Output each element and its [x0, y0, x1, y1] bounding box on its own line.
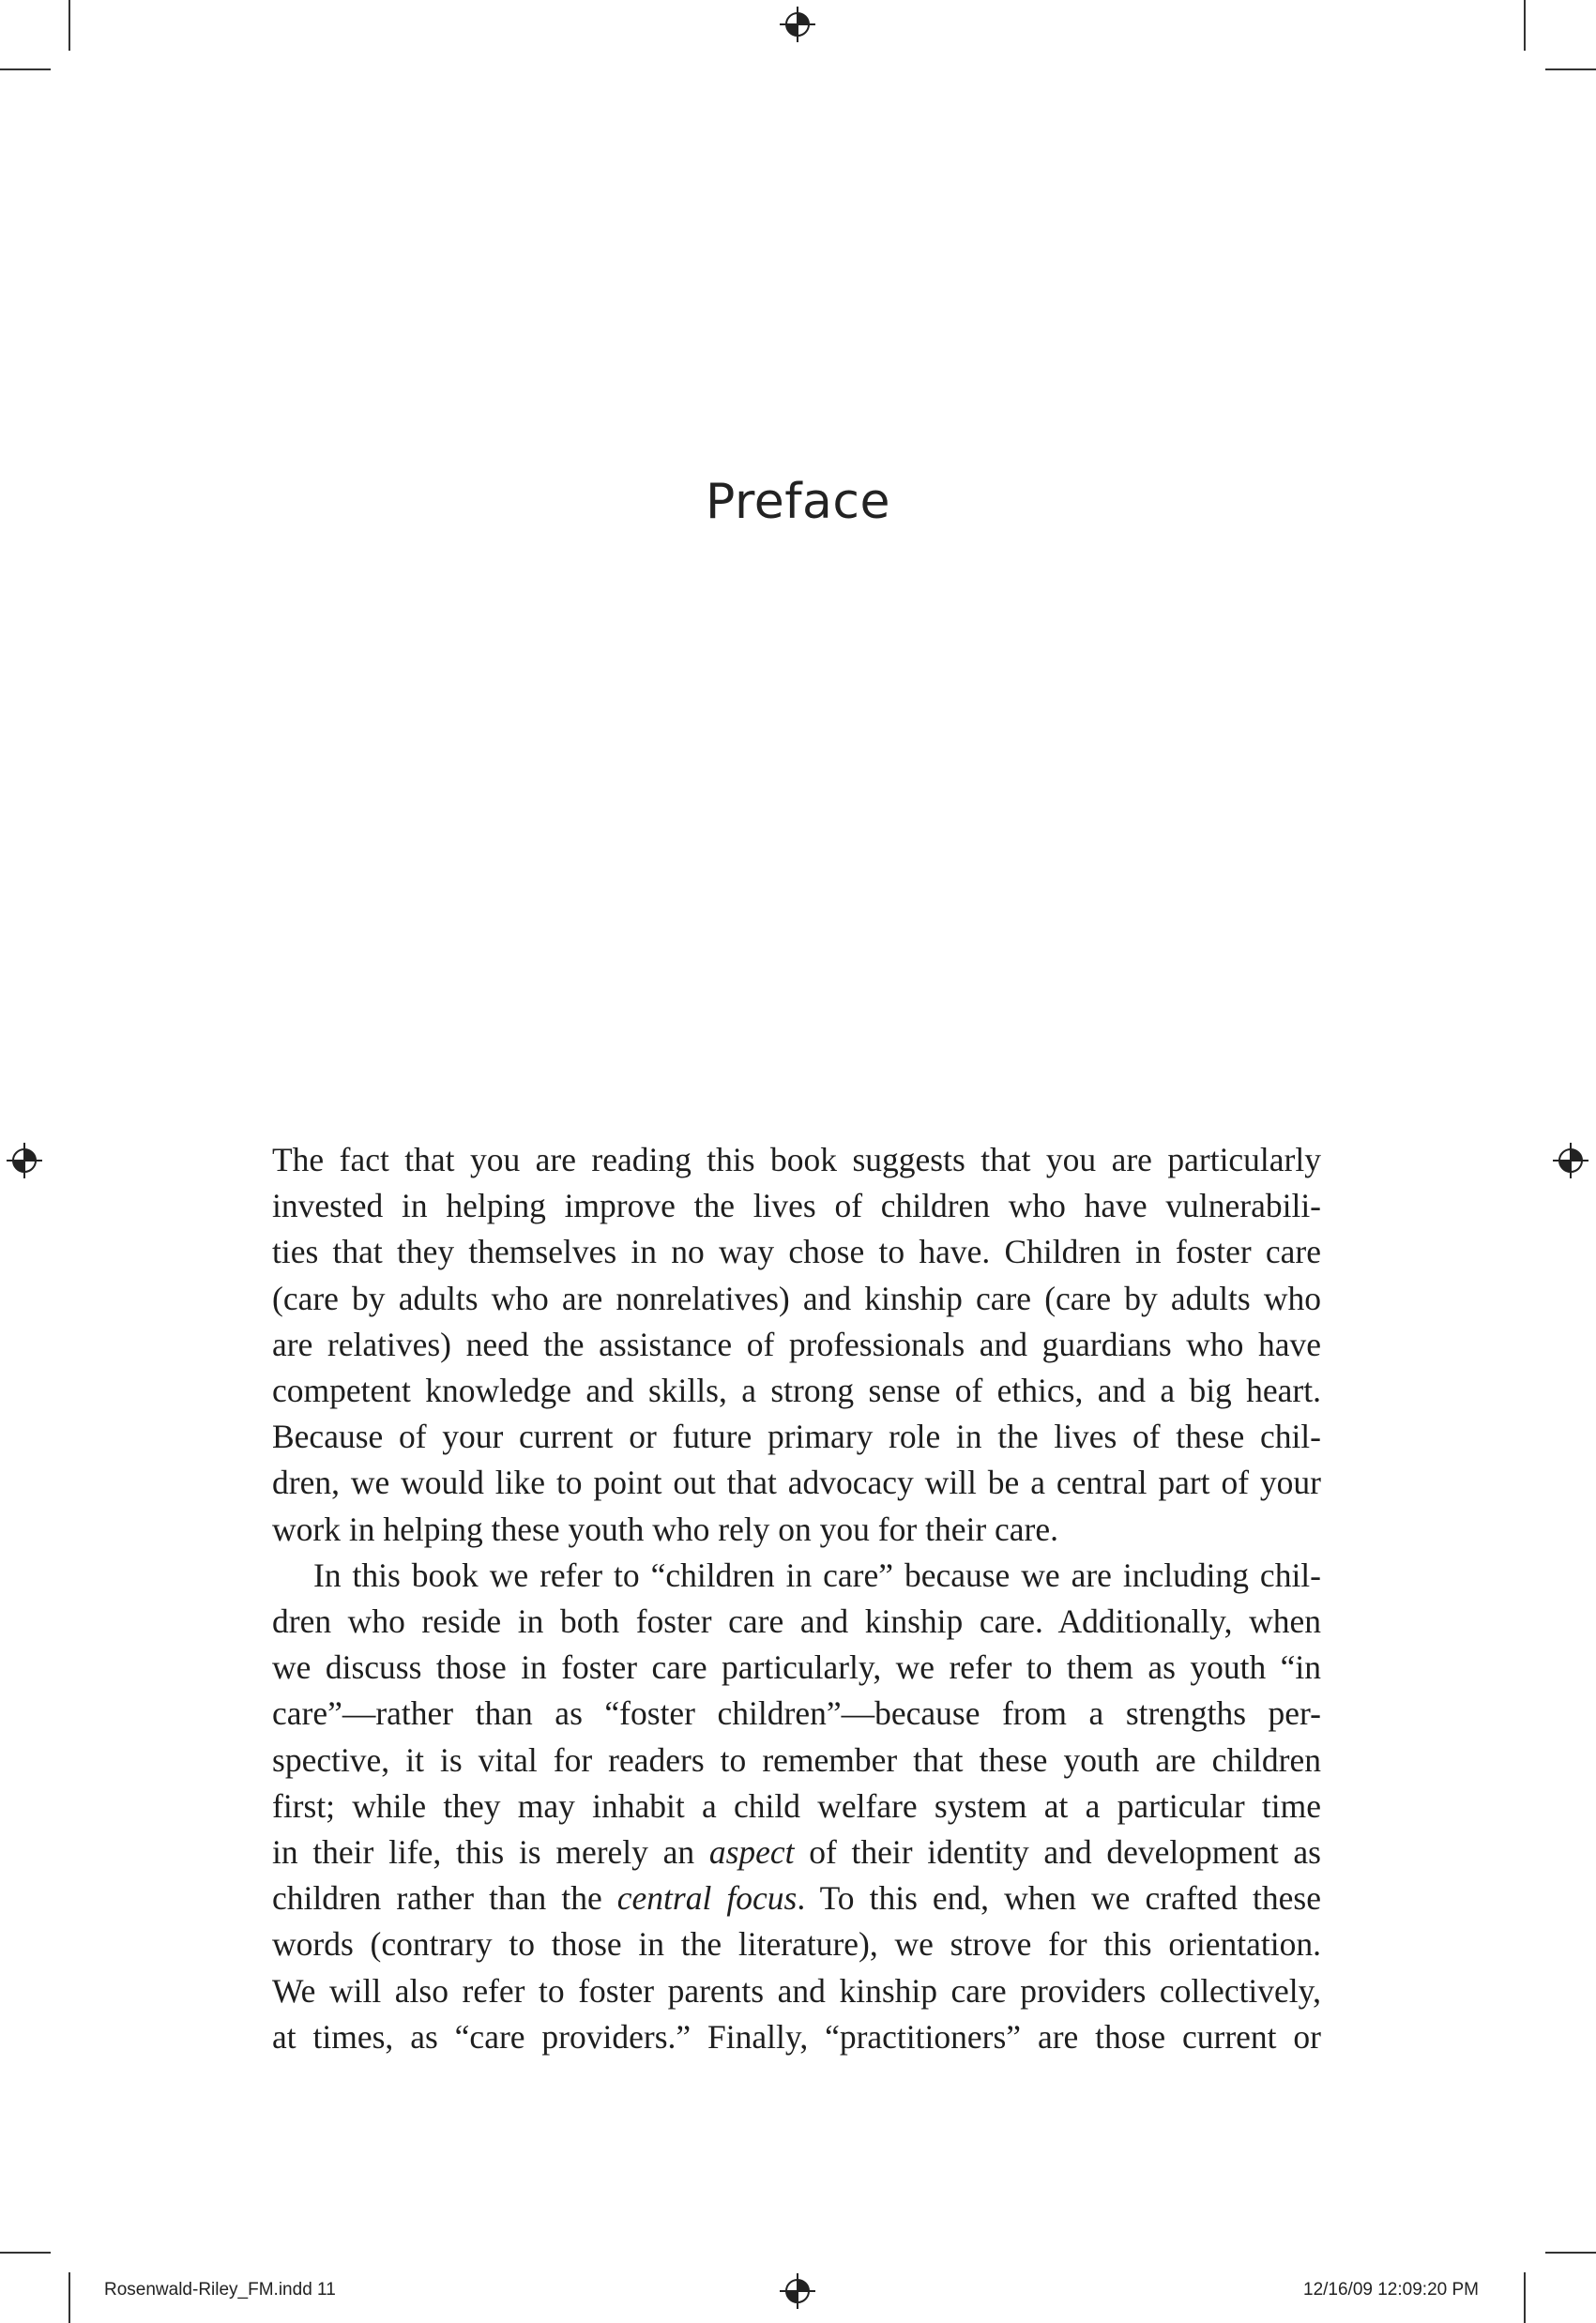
crop-mark [0, 2252, 51, 2254]
text-line [272, 1875, 1321, 1921]
text-line: dren, we would like to point out that advocacy will be a central part of your [272, 1464, 1321, 1502]
text-line: are relatives) need the assistance of professionals and guardians who have [272, 1325, 1321, 1363]
text-line: at times, as “care providers.” Finally, “practitioners” are those current or [272, 2017, 1321, 2056]
paragraph [272, 1137, 1321, 1553]
emphasis: aspect [708, 1833, 795, 1872]
text-line: competent knowledge and skills, a strong sense of ethics, and a big heart. [272, 1372, 1321, 1410]
text-line: We will also refer to foster parents and kinship care providers collectively, [272, 1971, 1321, 2010]
text-line: work in helping these youth who rely on you for their care. [272, 1510, 1058, 1548]
text-run: . To this end, when we crafted these [797, 1879, 1321, 1918]
text-line: Because of your current or future primary role in the lives of these chil- [272, 1418, 1321, 1456]
text-run: children rather than the [272, 1879, 617, 1918]
text-line: spective, it is vital for readers to remember that these youth are children [272, 1740, 1321, 1779]
registration-mark-icon [1553, 1143, 1588, 1178]
emphasis: central focus [616, 1879, 798, 1918]
text-line: first; while they may inhabit a child welfare system at a particular time [272, 1786, 1321, 1825]
crop-mark [1545, 68, 1596, 70]
text-line: invested in helping improve the lives of children who have vulnerabili- [272, 1187, 1321, 1225]
text-line: care”—rather than as “foster children”—because from a strengths per- [272, 1694, 1321, 1733]
registration-mark-icon [780, 7, 815, 42]
crop-mark [1524, 2272, 1526, 2323]
body-text [272, 1137, 1321, 2060]
text-line: The fact that you are reading this book suggests that you are particularly [272, 1141, 1321, 1178]
slug-timestamp: 12/16/09 12:09:20 PM [1303, 2280, 1479, 2300]
crop-mark [1545, 2252, 1596, 2254]
crop-mark [68, 0, 70, 51]
crop-mark [68, 2272, 70, 2323]
page-title: Preface [706, 474, 890, 530]
registration-mark-icon [780, 2273, 815, 2309]
text-line: we discuss those in foster care particularly, we refer to them as youth “in [272, 1648, 1321, 1687]
slug-filename: Rosenwald-Riley_FM.indd 11 [104, 2280, 336, 2300]
text-line: ties that they themselves in no way chose to have. Children in foster care [272, 1233, 1321, 1271]
text-run: in their life, this is merely an [272, 1833, 709, 1872]
registration-mark-icon [7, 1143, 42, 1178]
text-line: In this book we refer to “children in care” because we are including chil- [313, 1556, 1321, 1594]
crop-mark [1524, 0, 1526, 51]
text-line: dren who reside in both foster care and kinship care. Additionally, when [272, 1602, 1321, 1641]
text-line: words (contrary to those in the literature), we strove for this orientation. [272, 1925, 1321, 1964]
text-run: of their identity and development as [794, 1833, 1321, 1872]
paragraph [272, 1553, 1321, 2060]
text-line [272, 1830, 1321, 1875]
text-line: (care by adults who are nonrelatives) and kinship care (care by adults who [272, 1279, 1321, 1317]
crop-mark [0, 68, 51, 70]
